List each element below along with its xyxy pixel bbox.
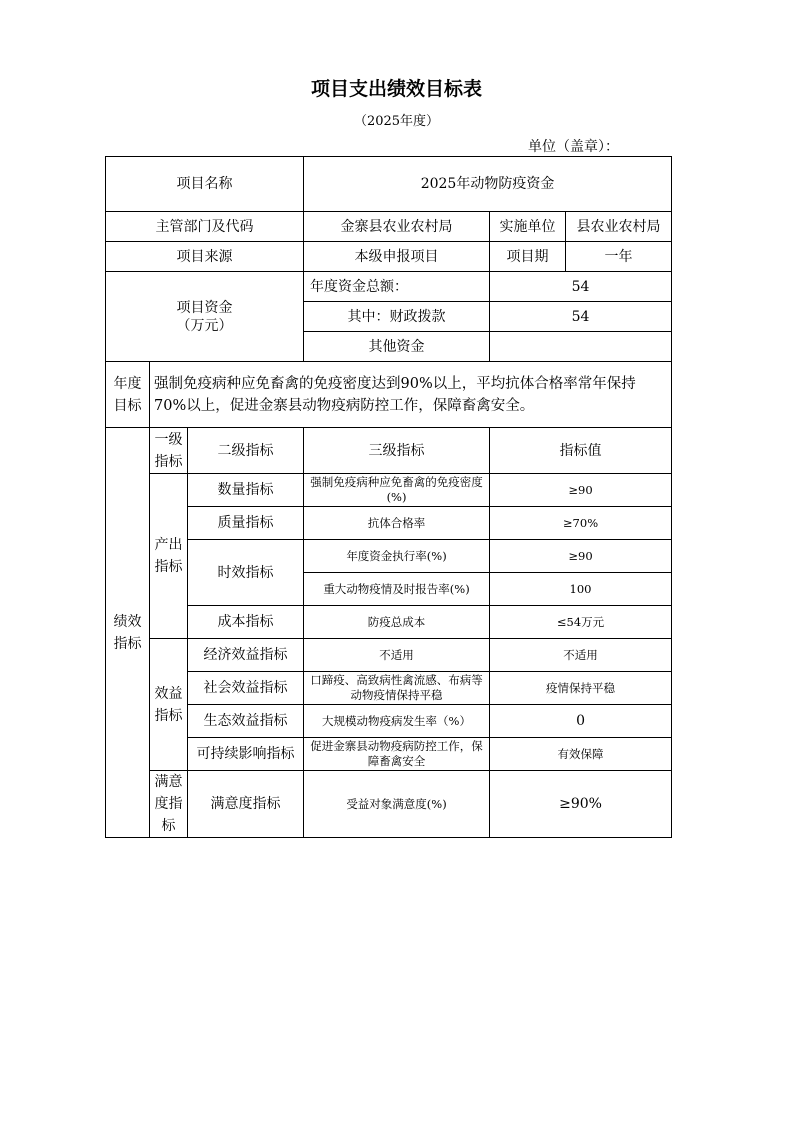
level2-cell: 生态效益指标 [188, 705, 304, 738]
annual-total-label: 年度资金总额： [304, 272, 490, 302]
annual-total-value: 54 [490, 272, 672, 302]
value-cell: 有效保障 [490, 738, 672, 771]
value-cell: ≥70% [490, 507, 672, 540]
fiscal-label: 其中：财政拨款 [304, 302, 490, 332]
department-label: 主管部门及代码 [106, 212, 304, 242]
table-row [106, 672, 672, 705]
table-row [106, 474, 672, 507]
output-indicator-label: 产出指标 [150, 474, 188, 639]
benefit-indicator-label: 效益指标 [150, 639, 188, 771]
value-cell: 100 [490, 573, 672, 606]
department-value: 金寨县农业农村局 [304, 212, 490, 242]
header-level1: 一级指标 [150, 428, 188, 474]
level3-cell: 防疫总成本 [304, 606, 490, 639]
level3-cell: 年度资金执行率(%) [304, 540, 490, 573]
table-row [106, 705, 672, 738]
level2-cell: 时效指标 [188, 540, 304, 606]
fiscal-value: 54 [490, 302, 672, 332]
level2-cell: 质量指标 [188, 507, 304, 540]
funds-label-line-2: （万元） [176, 317, 233, 334]
table-row [106, 606, 672, 639]
level3-cell: 大规模动物疫病发生率（%） [304, 705, 490, 738]
implementing-unit-value: 县农业农村局 [566, 212, 672, 242]
annual-goal-row [106, 362, 672, 428]
department-row [106, 212, 672, 242]
annual-goal-text: 强制免疫病种应免畜禽的免疫密度达到90%以上，平均抗体合格率常年保持70%以上，促进金寨县动物疫病防控工作，保障畜禽安全。 [150, 362, 672, 428]
header-level3: 三级指标 [304, 428, 490, 474]
table-row [106, 540, 672, 573]
table-row [106, 738, 672, 771]
source-row [106, 242, 672, 272]
level3-cell: 不适用 [304, 639, 490, 672]
level3-cell: 重大动物疫情及时报告率(%) [304, 573, 490, 606]
funds-label [106, 272, 304, 362]
table-row [106, 639, 672, 672]
annual-total-row [106, 272, 672, 302]
value-cell: ≥90% [490, 771, 672, 838]
header-value: 指标值 [490, 428, 672, 474]
funds-label-line-1: 项目资金 [176, 299, 233, 316]
implementing-unit-label: 实施单位 [490, 212, 566, 242]
level3-cell: 强制免疫病种应免畜禽的免疫密度(%) [304, 474, 490, 507]
annual-goal-label: 年度目标 [106, 362, 150, 428]
page-title: 项目支出绩效目标表 [310, 78, 482, 100]
level3-cell: 口蹄疫、高致病性禽流感、布病等动物疫情保持平稳 [304, 672, 490, 705]
level2-cell: 成本指标 [188, 606, 304, 639]
indicator-header-row [106, 428, 672, 474]
value-cell: 不适用 [490, 639, 672, 672]
level2-cell: 可持续影响指标 [188, 738, 304, 771]
value-cell: ≥90 [490, 540, 672, 573]
unit-seal-label: 单位（盖章）： [528, 139, 619, 155]
fiscal-year: （2025年度） [353, 114, 440, 129]
value-cell: 疫情保持平稳 [490, 672, 672, 705]
table-row [106, 771, 672, 838]
header-level2: 二级指标 [188, 428, 304, 474]
other-funds-label: 其他资金 [304, 332, 490, 362]
level2-cell: 满意度指标 [188, 771, 304, 838]
level3-cell: 受益对象满意度(%) [304, 771, 490, 838]
source-value: 本级申报项目 [304, 242, 490, 272]
level2-cell: 数量指标 [188, 474, 304, 507]
level2-cell: 经济效益指标 [188, 639, 304, 672]
satisfaction-indicator-label: 满意度指标 [150, 771, 188, 838]
project-name-value: 2025年动物防疫资金 [304, 157, 672, 212]
source-label: 项目来源 [106, 242, 304, 272]
project-name-label: 项目名称 [106, 157, 304, 212]
level2-cell: 社会效益指标 [188, 672, 304, 705]
project-name-row [106, 157, 672, 212]
level3-cell: 抗体合格率 [304, 507, 490, 540]
table-row [106, 507, 672, 540]
performance-target-table [105, 156, 672, 838]
value-cell: ≥90 [490, 474, 672, 507]
period-value: 一年 [566, 242, 672, 272]
other-funds-value [490, 332, 672, 362]
value-cell: ≤54万元 [490, 606, 672, 639]
level3-cell: 促进金寨县动物疫病防控工作，保障畜禽安全 [304, 738, 490, 771]
period-label: 项目期 [490, 242, 566, 272]
value-cell: 0 [490, 705, 672, 738]
performance-indicator-label: 绩效指标 [106, 428, 150, 838]
